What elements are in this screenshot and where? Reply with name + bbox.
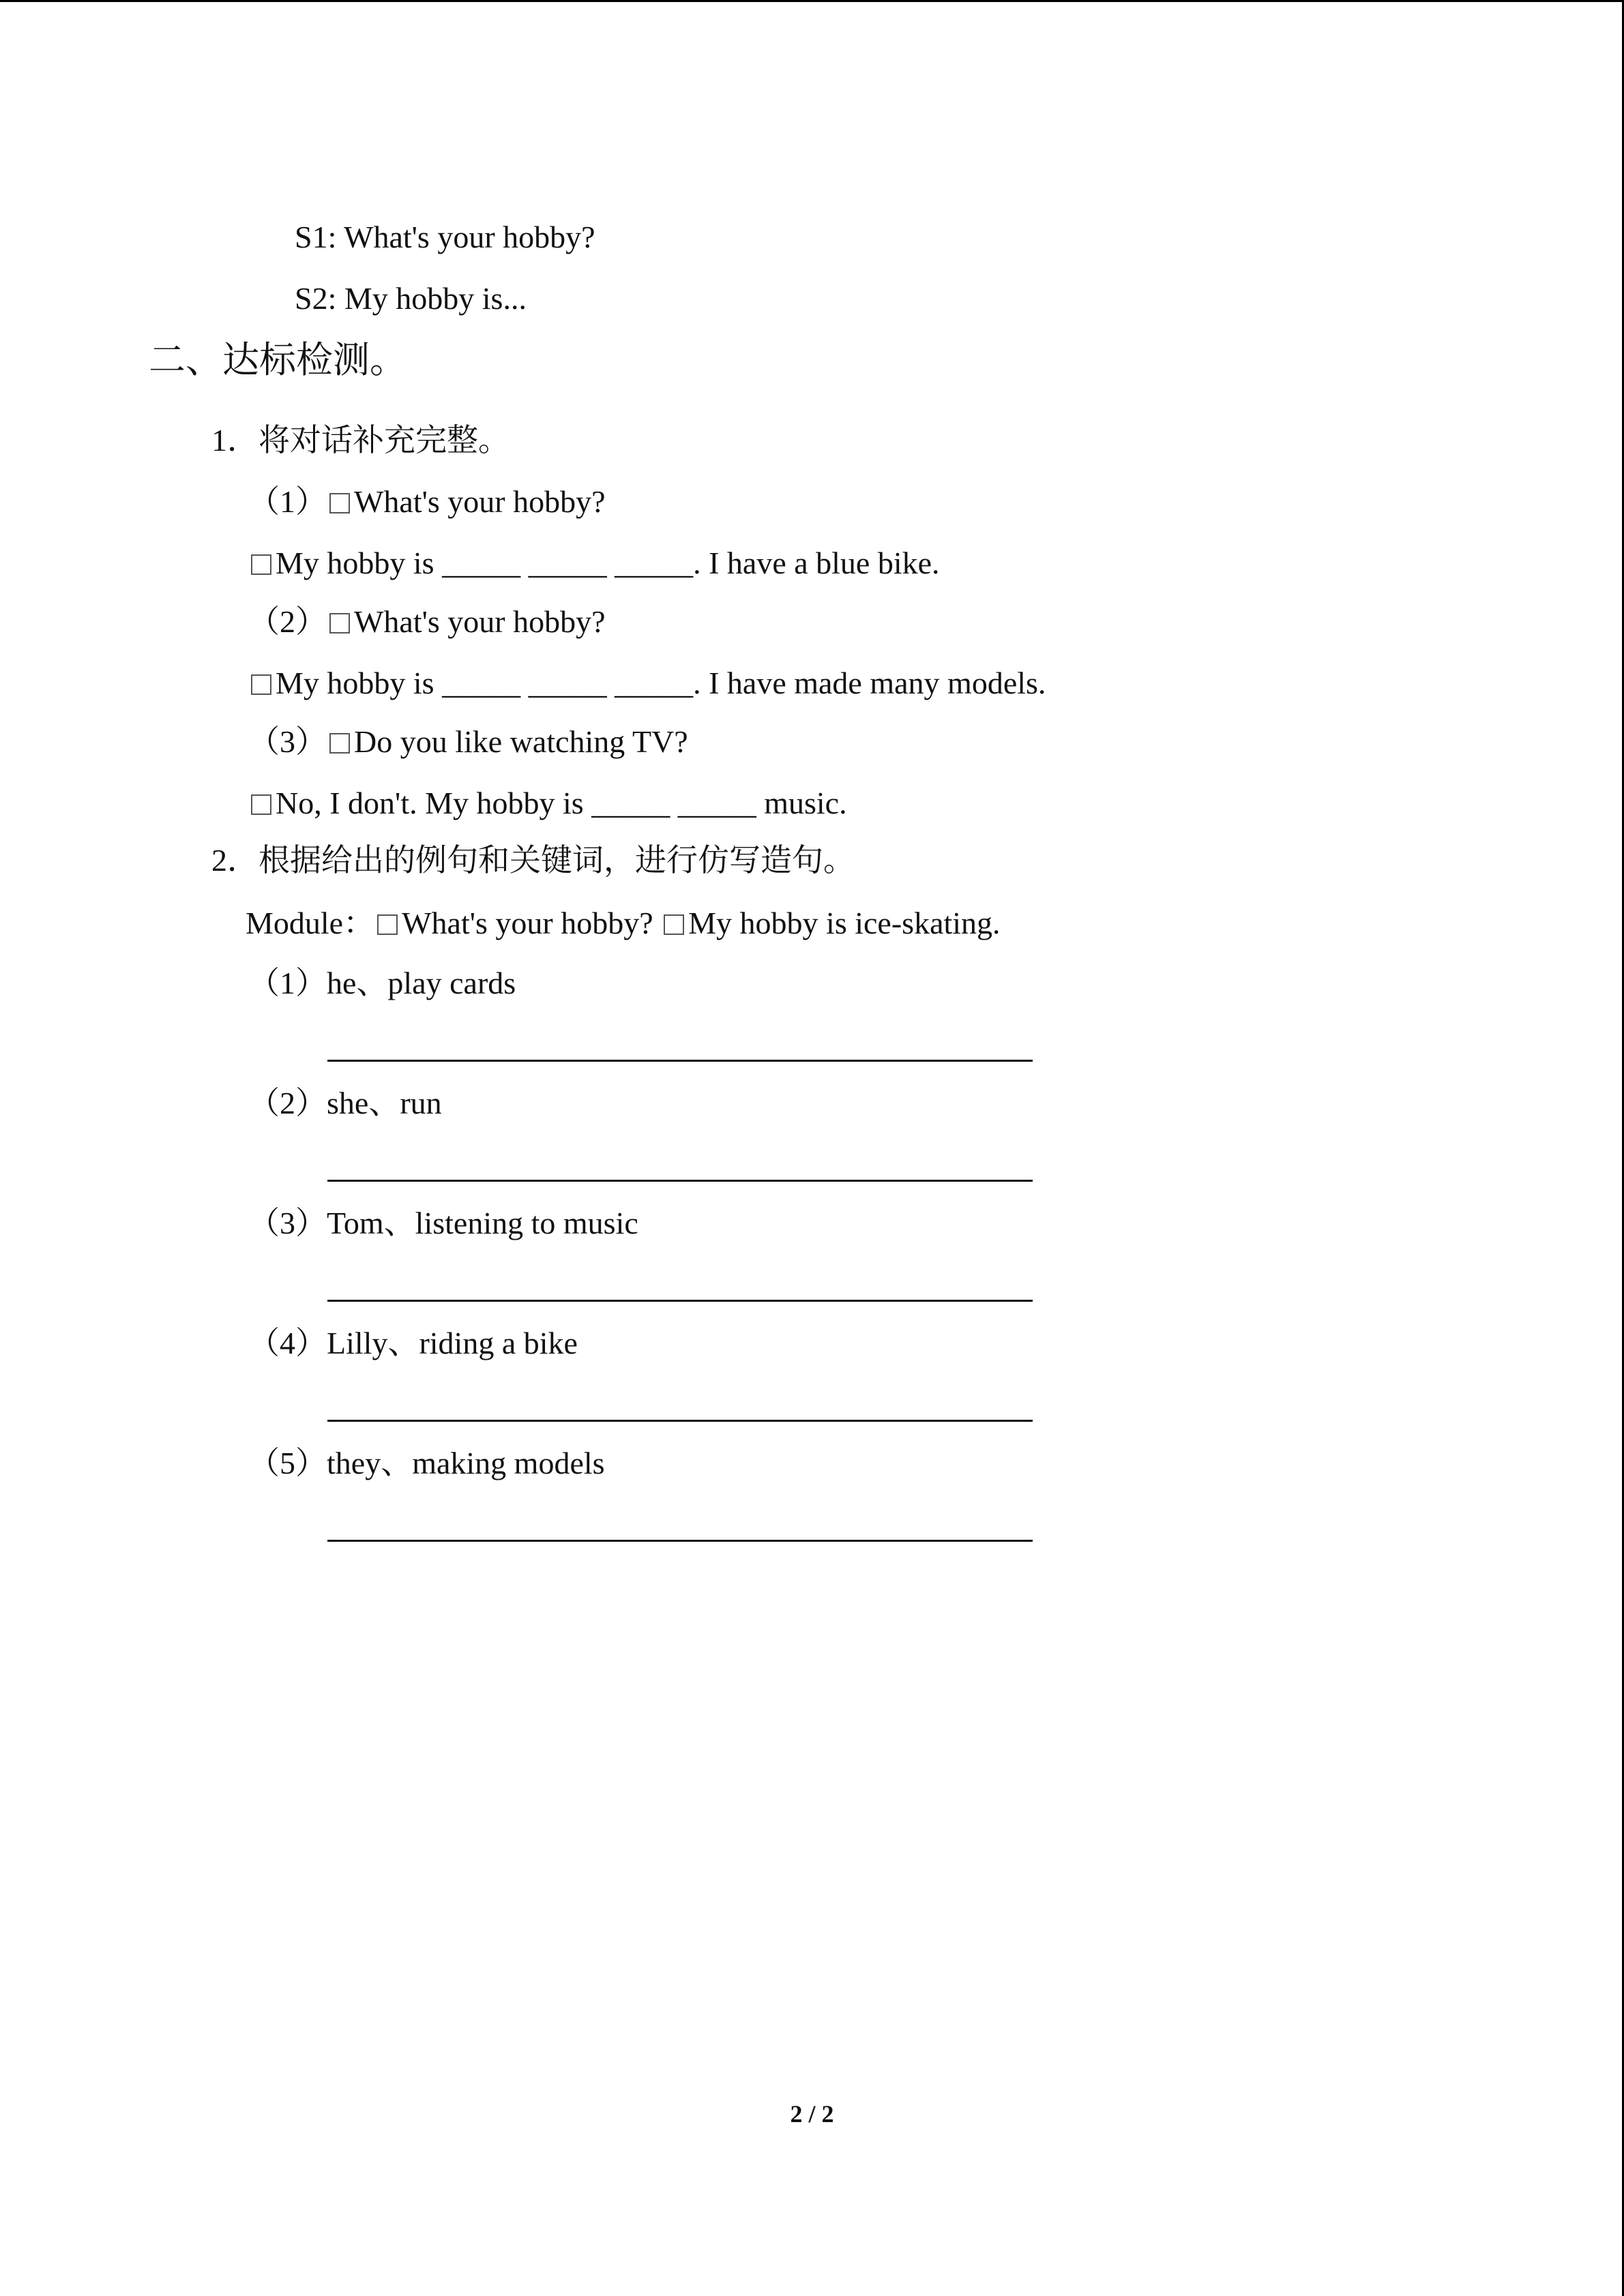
q1-item-2-num: （2） — [248, 604, 327, 639]
speaker-box-icon — [377, 914, 398, 935]
q2-item-4-label: （4）Lilly、riding a bike — [248, 1326, 578, 1360]
q2-item-3-answer-line[interactable] — [327, 1300, 1033, 1302]
q1-item-3-question — [248, 723, 688, 761]
q2-item-4-answer-line[interactable] — [327, 1420, 1033, 1422]
page-number: 2 / 2 — [790, 2100, 834, 2128]
q2-item-1-label: （1）he、play cards — [248, 966, 516, 1000]
q1-item-1-num: （1） — [248, 484, 327, 519]
speaker-box-icon — [251, 794, 271, 815]
q1-item-1-question — [248, 483, 606, 521]
speaker-box-icon — [664, 914, 684, 935]
q2-title: 2．根据给出的例句和关键词，进行仿写造句。 — [211, 843, 855, 878]
q1-item-1-answer — [248, 544, 940, 582]
q1-item-2-question — [248, 603, 606, 641]
q2-item-5-label: （5）they、making models — [248, 1446, 605, 1480]
q2-item-5-answer-line[interactable] — [327, 1540, 1033, 1542]
q2-item-1-answer-line[interactable] — [327, 1060, 1033, 1062]
q1-item-3-question-text: Do you like watching TV? — [354, 724, 688, 759]
q1-item-1-answer-text: My hobby is _____ _____ _____. I have a blue bike. — [276, 546, 940, 580]
dialog-line-s1: S1: What's your hobby? — [295, 220, 595, 254]
q1-item-3-answer — [248, 784, 847, 822]
speaker-box-icon — [329, 733, 350, 754]
speaker-box-icon — [251, 674, 271, 695]
q1-item-2-question-text: What's your hobby? — [354, 604, 606, 639]
dialog-line-s2: S2: My hobby is... — [295, 281, 527, 316]
q1-item-2-answer — [248, 664, 1046, 702]
q2-item-3-label: （3）Tom、listening to music — [248, 1206, 638, 1240]
section-title: 二、达标检测。 — [149, 340, 407, 381]
q1-item-2-answer-text: My hobby is _____ _____ _____. I have made many models. — [276, 666, 1046, 700]
q2-module — [246, 904, 1001, 942]
q2-module-answer: My hobby is ice-skating. — [688, 906, 1001, 940]
speaker-box-icon — [251, 554, 271, 575]
q1-item-3-answer-text: No, I don't. My hobby is _____ _____ music. — [276, 786, 847, 820]
q2-item-2-label: （2）she、run — [248, 1086, 442, 1120]
q2-module-question: What's your hobby? — [402, 906, 653, 940]
speaker-box-icon — [329, 493, 350, 513]
q2-item-2-answer-line[interactable] — [327, 1180, 1033, 1182]
q1-title: 1．将对话补充完整。 — [211, 423, 510, 458]
q1-item-3-num: （3） — [248, 724, 327, 759]
q1-item-1-question-text: What's your hobby? — [354, 484, 606, 519]
q2-module-label: Module： — [246, 906, 375, 940]
speaker-box-icon — [329, 613, 350, 633]
